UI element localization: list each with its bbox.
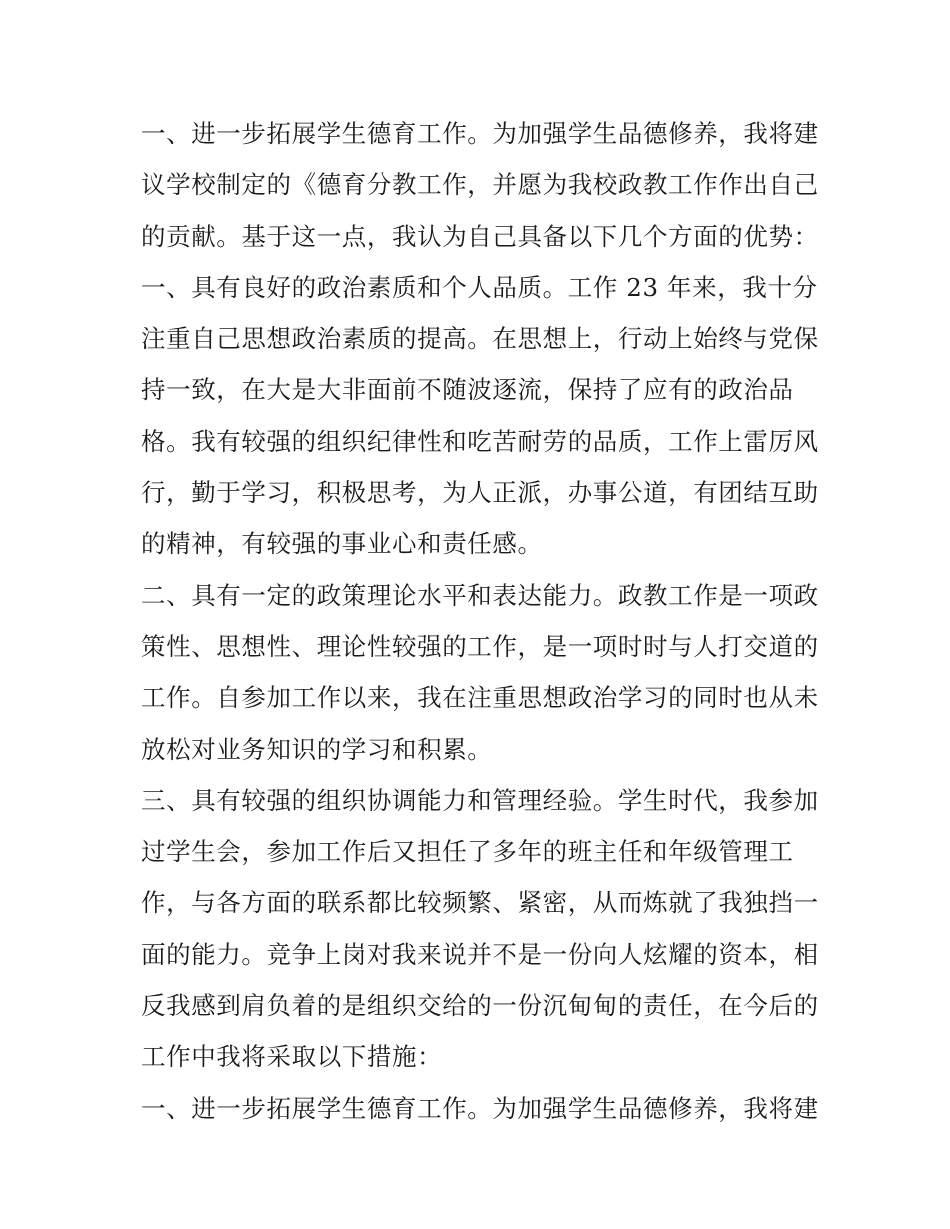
text-line: 议学校制定的《德育分教工作，并愿为我校政教工作作出自己 xyxy=(141,170,819,200)
text-line: 一、具有良好的政治素质和个人品质。工作 23 年来，我十分 xyxy=(141,272,818,302)
text-line: 一、进一步拓展学生德育工作。为加强学生品德修养，我将建 xyxy=(141,119,819,148)
document-body xyxy=(141,108,821,1134)
text-line: 工作。自参加工作以来，我在注重思想政治学习的同时也从未 xyxy=(141,683,819,713)
text-line: 的精神，有较强的事业心和责任感。 xyxy=(141,529,543,559)
text-line: 二、具有一定的政策理论水平和表达能力。政教工作是一项政 xyxy=(141,580,819,610)
text-line: 策性、思想性、理论性较强的工作，是一项时时与人打交道的 xyxy=(141,631,819,661)
text-line: 持一致，在大是大非面前不随波逐流，保持了应有的政治品 xyxy=(141,375,794,405)
text-line: 反我感到肩负着的是组织交给的一份沉甸甸的责任，在今后的 xyxy=(141,991,819,1021)
text-line: 工作中我将采取以下措施： xyxy=(141,1042,443,1072)
text-line: 行，勤于学习，积极思考，为人正派，办事公道，有团结互助 xyxy=(141,478,819,508)
text-line: 过学生会，参加工作后又担任了多年的班主任和年级管理工 xyxy=(141,837,794,867)
text-line: 面的能力。竞争上岗对我来说并不是一份向人炫耀的资本，相 xyxy=(141,939,819,969)
text-line: 作，与各方面的联系都比较频繁、紧密，从而炼就了我独挡一 xyxy=(141,888,819,918)
text-line: 三、具有较强的组织协调能力和管理经验。学生时代，我参加 xyxy=(141,785,819,815)
text-line: 格。我有较强的组织纪律性和吃苦耐劳的品质，工作上雷厉风 xyxy=(141,426,819,456)
text-line: 注重自己思想政治素质的提高。在思想上，行动上始终与党保 xyxy=(141,324,819,354)
text-line: 的贡献。基于这一点，我认为自己具备以下几个方面的优势： xyxy=(141,221,819,251)
text-line: 放松对业务知识的学习和积累。 xyxy=(141,734,493,764)
text-line: 一、进一步拓展学生德育工作。为加强学生品德修养，我将建 xyxy=(141,1093,819,1123)
